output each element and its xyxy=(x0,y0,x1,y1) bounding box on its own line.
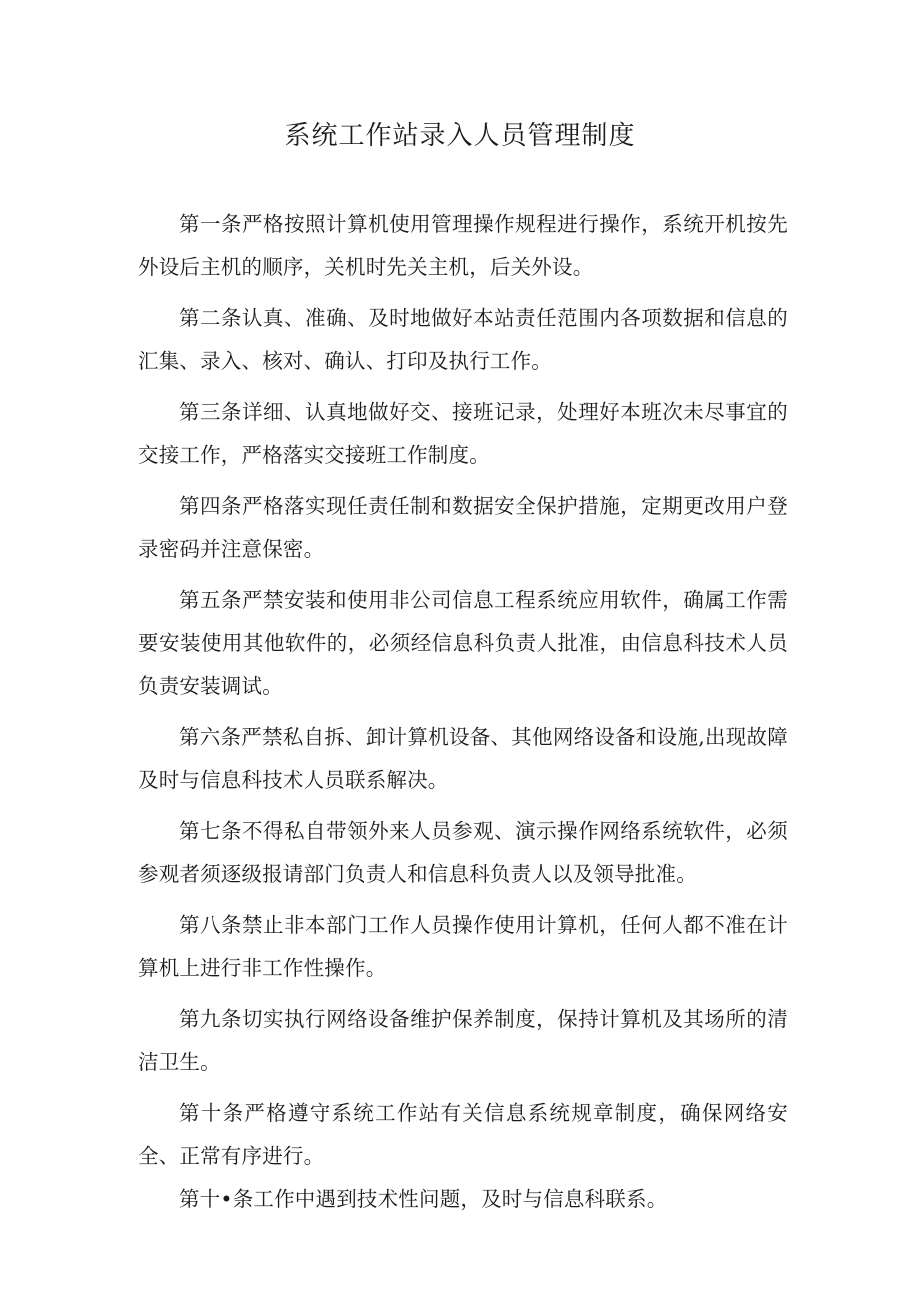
article-11: 第十•条工作中遇到技术性问题，及时与信息科联系。 xyxy=(179,1187,668,1211)
article-2: 第二条认真、准确、及时地做好本站责任范围内各项数据和信息的汇集、录入、核对、确认、打印及执行工作。 xyxy=(138,306,788,373)
article-4: 第四条严格落实现任责任制和数据安全保护措施，定期更改用户登录密码并注意保密。 xyxy=(138,494,788,561)
document-title: 系统工作站录入人员管理制度 xyxy=(284,121,636,151)
article-list xyxy=(138,203,788,1221)
article-8: 第八条禁止非本部门工作人员操作使用计算机，任何人都不准在计算机上进行非工作性操作。 xyxy=(138,913,788,980)
article-7: 第七条不得私自带领外来人员参观、演示操作网络系统软件，必须参观者须逐级报请部门负责人和信息科负责人以及领导批准。 xyxy=(138,819,788,886)
article-9: 第九条切实执行网络设备维护保养制度，保持计算机及其场所的清洁卫生。 xyxy=(138,1007,788,1074)
article-3: 第三条详细、认真地做好交、接班记录，处理好本班次未尽事宜的交接工作，严格落实交接班工作制度。 xyxy=(138,400,788,467)
article-5: 第五条严禁安装和使用非公司信息工程系统应用软件，确属工作需要安装使用其他软件的，必须经信息科负责人批准，由信息科技术人员负责安装调试。 xyxy=(138,588,788,698)
article-10: 第十条严格遵守系统工作站有关信息系统规章制度，确保网络安全、正常有序进行。 xyxy=(138,1101,788,1168)
article-6: 第六条严禁私自拆、卸计算机设备、其他网络设备和设施,出现故障及时与信息科技术人员联系解决。 xyxy=(138,725,788,792)
article-1: 第一条严格按照计算机使用管理操作规程进行操作，系统开机按先外设后主机的顺序，关机时先关主机，后关外设。 xyxy=(138,212,788,279)
